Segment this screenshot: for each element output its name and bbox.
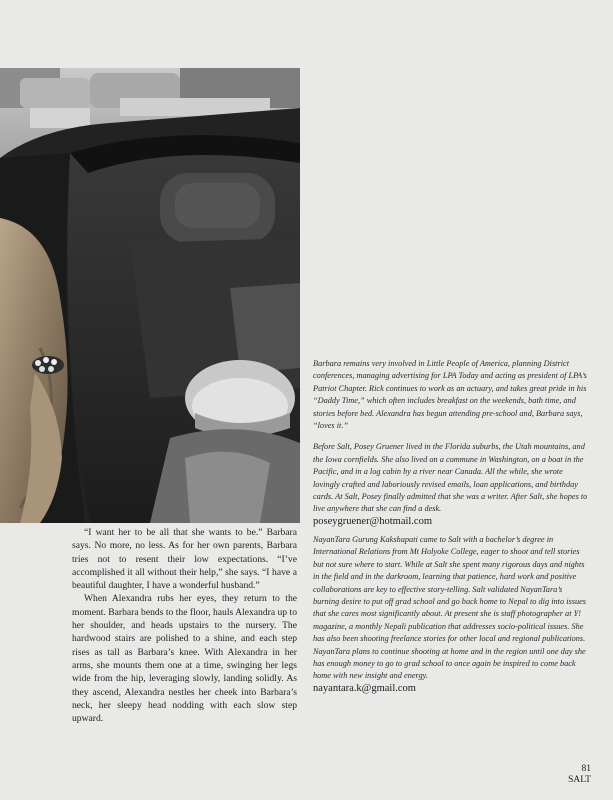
photographer-bio-text: NayanTara Gurung Kakshapati came to Salt with a bachelor’s degree in International Relations from Mt Holyoke College, eager to shoot and tell stories but not sure where to start. While at Salt she spent many rigorous days and nights in the field and in the darkroom, learning that patience, hard work and positive collaborations are key to effective story-telling. Salt validated NayanTara’s burning desire to put off grad school and go back home to Nepal to dig into issues that she cares most significantly about. At present she is staff photographer at Y! magazine, a monthly Nepali publication that addresses socio-political issues. She has also been shooting freelance stories for other local and regional publications. NayanTara plans to continue shooting at home and in the region until one day she has enough money to go to grad school to once again be inspired to come back home with new insight and energy. xyxy=(313,535,587,681)
epilogue-and-bio-column xyxy=(313,358,588,542)
page-number: 81 xyxy=(581,764,591,774)
writer-bio xyxy=(313,441,588,527)
story-paragraph: When Alexandra rubs her eyes, they return to the moment. Barbara bends to the floor, hauls Alexandra up to her shoulder, and heads upstairs to the nursery. The hardwood stairs are polished to a shine, and each step rises as tall as Barbara’s knee. With Alexandra in her arms, she mounts them one at a time, swinging her legs wide from the hip, leveraging slowly, landing solidly. As they ascend, Alexandra nestles her cheek into Barbara’s neck, her sleepy head nodding with each slow step upward. xyxy=(72,593,297,725)
photographer-email-link[interactable]: nayantara.k@gmail.com xyxy=(313,682,416,694)
story-column xyxy=(72,526,297,725)
story-paragraph: “I want her to be all that she wants to be.” Barbara says. No more, no less. As for her own parents, Barbara tries not to resent their low expectations. “I’ve accomplished it all without their help,” she says. “I have a beautiful daughter, I have a wonderful husband.” xyxy=(72,527,297,592)
photographer-bio xyxy=(313,534,588,695)
car-photo xyxy=(0,68,300,523)
writer-email-link[interactable]: poseygruener@hotmail.com xyxy=(313,515,433,527)
car-photo-illustration xyxy=(0,68,300,523)
writer-bio-text: Before Salt, Posey Gruener lived in the Florida suburbs, the Utah mountains, and the Iowa cornfields. She also lived on a commune in Washington, on a boat in the Pacific, and in a log cabin by a river near Canada. All the while, she wrote lovingly crafted and laboriously revised emails, loan applications, and birthday cards. At Salt, Posey finally admitted that she was a writer. After Salt, she hopes to live anywhere that she can find a desk. xyxy=(313,442,588,514)
epilogue-paragraph: Barbara remains very involved in Little People of America, planning District conferences, managing advertising for LPA Today and acting as president of LPA’s Patriot Chapter. Rick continues to work as an actuary, and takes great pride in his “Daddy Time,” which often includes breakfast on the weekends, bath time, and stories before bed. Alexandra has begun attending pre-school and, Barbara says, “loves it.” xyxy=(313,359,587,431)
folio xyxy=(551,764,591,786)
publication-name: SALT xyxy=(568,775,591,785)
